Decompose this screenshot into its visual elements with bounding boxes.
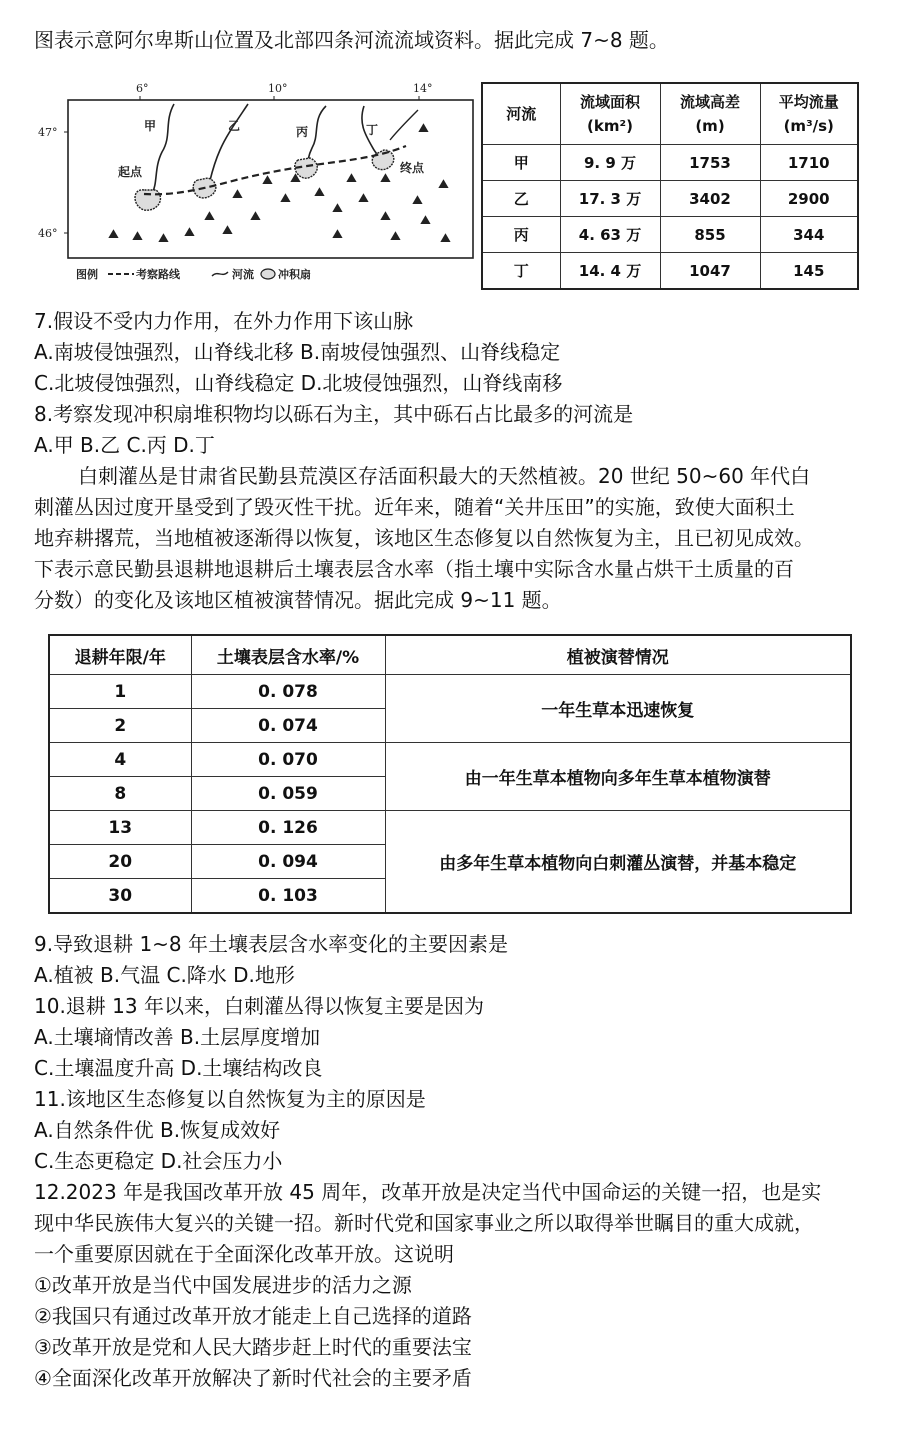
alps-map xyxy=(36,70,478,285)
header-unit: (m³/s) xyxy=(783,117,834,135)
question-10-stem: 10.退耕 13 年以来，白刺灌丛得以恢复主要是因为 xyxy=(34,994,484,1018)
legend-title: 图例 xyxy=(76,268,98,281)
table-cell: 0. 070 xyxy=(191,743,385,777)
table-cell: 13 xyxy=(49,811,191,845)
col-header-years: 退耕年限/年 xyxy=(49,635,191,675)
table-cell: 0. 094 xyxy=(191,845,385,879)
mountain-icon: ⛰ xyxy=(358,191,369,206)
passage-line: 下表示意民勤县退耕地退耕后土壤表层含水率（指土壤中实际含水量占烘干土质量的百 xyxy=(34,557,794,581)
table-cell: 2 xyxy=(49,709,191,743)
question-8-options: A.甲 B.乙 C.丙 D.丁 xyxy=(34,433,215,457)
table-cell: 0. 059 xyxy=(191,777,385,811)
legend-river-label: 河流 xyxy=(232,268,254,281)
table-cell: 1 xyxy=(49,675,191,709)
header-text: 平均流量 xyxy=(778,93,839,111)
lon-label-14: 14° xyxy=(413,82,433,95)
question-11-options-1: A.自然条件优 B.恢复成效好 xyxy=(34,1118,281,1142)
mountain-icon: ⛰ xyxy=(280,191,291,206)
question-12-stem-line: 12.2023 年是我国改革开放 45 周年，改革开放是决定当代中国命运的关键一招，也是实 xyxy=(34,1180,822,1204)
table-cell: 0. 078 xyxy=(191,675,385,709)
question-9-stem: 9.导致退耕 1~8 年土壤表层含水率变化的主要因素是 xyxy=(34,932,509,956)
table-cell: 9. 9 万 xyxy=(560,145,660,181)
lon-label-6: 6° xyxy=(136,82,149,95)
mountain-symbols xyxy=(108,121,451,246)
table-row xyxy=(482,145,858,181)
river-branch xyxy=(390,110,418,140)
table-cell: 丙 xyxy=(482,217,560,253)
question-12-item: ②我国只有通过改革开放才能走上自己选择的道路 xyxy=(34,1304,472,1328)
table-cell: 20 xyxy=(49,845,191,879)
table-cell: 3402 xyxy=(660,181,760,217)
question-7-options-1: A.南坡侵蚀强烈，山脊线北移 B.南坡侵蚀强烈、山脊线稳定 xyxy=(34,340,561,364)
start-label: 起点 xyxy=(118,165,143,179)
table-cell: 145 xyxy=(760,253,858,290)
river-label-bing: 丙 xyxy=(296,125,309,139)
question-12-stem-line: 现中华民族伟大复兴的关键一招。新时代党和国家事业之所以取得举世瞩目的重大成就， xyxy=(34,1211,814,1235)
mountain-icon: ⛰ xyxy=(232,187,243,202)
end-label: 终点 xyxy=(400,161,425,175)
table-row xyxy=(482,181,858,217)
river-label-yi: 乙 xyxy=(228,119,241,133)
col-header-river xyxy=(482,83,560,145)
alps-map-figure xyxy=(36,70,478,285)
table-cell: 8 xyxy=(49,777,191,811)
intro-text: 图表示意阿尔卑斯山位置及北部四条河流流域资料。据此完成 7~8 题。 xyxy=(34,28,669,52)
header-text: 流域面积 xyxy=(579,93,640,111)
table-cell: 4. 63 万 xyxy=(560,217,660,253)
table-cell: 甲 xyxy=(482,145,560,181)
col-header-flow xyxy=(760,83,858,145)
table-cell: 乙 xyxy=(482,181,560,217)
mountain-icon: ⛰ xyxy=(158,231,169,246)
header-text: 流域高差 xyxy=(679,93,740,111)
col-header-area xyxy=(560,83,660,145)
table-cell: 0. 103 xyxy=(191,879,385,914)
question-12-item: ④全面深化改革开放解决了新时代社会的主要矛盾 xyxy=(34,1366,472,1390)
passage-line: 刺灌丛因过度开垦受到了毁灭性干扰。近年来，随着“关井压田”的实施，致使大面积土 xyxy=(34,495,795,519)
question-12-stem-line: 一个重要原因就在于全面深化改革开放。这说明 xyxy=(34,1242,454,1266)
mountain-icon: ⛰ xyxy=(108,227,119,242)
question-11-options-2: C.生态更稳定 D.社会压力小 xyxy=(34,1149,283,1173)
table-row xyxy=(482,217,858,253)
mountain-icon: ⛰ xyxy=(250,209,261,224)
question-12-item: ①改革开放是当代中国发展进步的活力之源 xyxy=(34,1273,412,1297)
vegetation-recovery-table xyxy=(48,634,852,914)
question-11-stem: 11.该地区生态修复以自然恢复为主的原因是 xyxy=(34,1087,426,1111)
legend-river-symbol xyxy=(212,272,228,276)
mountain-icon: ⛰ xyxy=(332,201,343,216)
question-10-options-1: A.土壤墒情改善 B.土层厚度增加 xyxy=(34,1025,321,1049)
question-12-item: ③改革开放是党和人民大踏步赶上时代的重要法宝 xyxy=(34,1335,472,1359)
col-header-moisture: 土壤表层含水率/% xyxy=(191,635,385,675)
lat-label-46: 46° xyxy=(38,227,58,240)
mountain-icon: ⛰ xyxy=(204,209,215,224)
table-cell: 0. 126 xyxy=(191,811,385,845)
question-10-options-2: C.土壤温度升高 D.土壤结构改良 xyxy=(34,1056,323,1080)
table-cell: 1753 xyxy=(660,145,760,181)
table-cell: 17. 3 万 xyxy=(560,181,660,217)
investigation-route xyxy=(144,146,406,194)
lat-label-47: 47° xyxy=(38,126,58,139)
alluvial-fan-1 xyxy=(135,190,160,210)
mountain-icon: ⛰ xyxy=(380,171,391,186)
header-unit: (km²) xyxy=(587,117,633,135)
col-header-succession: 植被演替情况 xyxy=(385,635,851,675)
legend-fan-symbol xyxy=(261,269,275,279)
mountain-icon: ⛰ xyxy=(290,171,301,186)
table-cell: 344 xyxy=(760,217,858,253)
table-row xyxy=(49,811,851,845)
mountain-icon: ⛰ xyxy=(222,223,233,238)
mountain-icon: ⛰ xyxy=(420,213,431,228)
table-row xyxy=(49,743,851,777)
succession-stage-1: 一年生草本迅速恢复 xyxy=(385,675,851,743)
question-9-options: A.植被 B.气温 C.降水 D.地形 xyxy=(34,963,295,987)
mountain-icon: ⛰ xyxy=(412,193,423,208)
passage-line: 白刺灌丛是甘肃省民勤县荒漠区存活面积最大的天然植被。20 世纪 50~60 年代白 xyxy=(78,464,811,488)
river-label-jia: 甲 xyxy=(144,119,157,133)
mountain-icon: ⛰ xyxy=(438,177,449,192)
table-cell: 丁 xyxy=(482,253,560,290)
table-cell: 855 xyxy=(660,217,760,253)
mountain-icon: ⛰ xyxy=(440,231,451,246)
header-unit: (m) xyxy=(695,117,725,135)
passage-line: 分数）的变化及该地区植被演替情况。据此完成 9~11 题。 xyxy=(34,588,562,612)
mountain-icon: ⛰ xyxy=(132,229,143,244)
header-text: 河流 xyxy=(506,105,537,123)
table-cell: 0. 074 xyxy=(191,709,385,743)
river-label-ding: 丁 xyxy=(366,123,379,137)
mountain-icon: ⛰ xyxy=(380,209,391,224)
passage-line: 地弃耕撂荒，当地植被逐渐得以恢复，该地区生态修复以自然恢复为主，且已初见成效。 xyxy=(34,526,814,550)
river-data-table xyxy=(481,82,859,290)
succession-stage-2: 由一年生草本植物向多年生草本植物演替 xyxy=(385,743,851,811)
river-jia xyxy=(152,104,174,194)
question-7-stem: 7.假设不受内力作用，在外力作用下该山脉 xyxy=(34,309,414,333)
mountain-icon: ⛰ xyxy=(314,185,325,200)
mountain-icon: ⛰ xyxy=(418,121,429,136)
mountain-icon: ⛰ xyxy=(332,227,343,242)
question-7-options-2: C.北坡侵蚀强烈，山脊线稳定 D.北坡侵蚀强烈，山脊线南移 xyxy=(34,371,563,395)
table-cell: 30 xyxy=(49,879,191,914)
table-cell: 1047 xyxy=(660,253,760,290)
mountain-icon: ⛰ xyxy=(262,173,273,188)
table-row xyxy=(482,253,858,290)
legend-fan-label: 冲积扇 xyxy=(278,268,311,281)
table-row xyxy=(49,675,851,709)
succession-stage-3: 由多年生草本植物向白刺灌丛演替，并基本稳定 xyxy=(385,811,851,914)
mountain-icon: ⛰ xyxy=(390,229,401,244)
table-cell: 2900 xyxy=(760,181,858,217)
lon-label-10: 10° xyxy=(268,82,288,95)
question-8-stem: 8.考察发现冲积扇堆积物均以砾石为主，其中砾石占比最多的河流是 xyxy=(34,402,634,426)
table-header-row xyxy=(482,83,858,145)
mountain-icon: ⛰ xyxy=(184,225,195,240)
table-header-row xyxy=(49,635,851,675)
table-cell: 4 xyxy=(49,743,191,777)
table-cell: 1710 xyxy=(760,145,858,181)
col-header-elevation-diff xyxy=(660,83,760,145)
table-cell: 14. 4 万 xyxy=(560,253,660,290)
mountain-icon: ⛰ xyxy=(346,171,357,186)
legend-route-label: 考察路线 xyxy=(136,268,180,281)
river-yi xyxy=(208,104,248,188)
